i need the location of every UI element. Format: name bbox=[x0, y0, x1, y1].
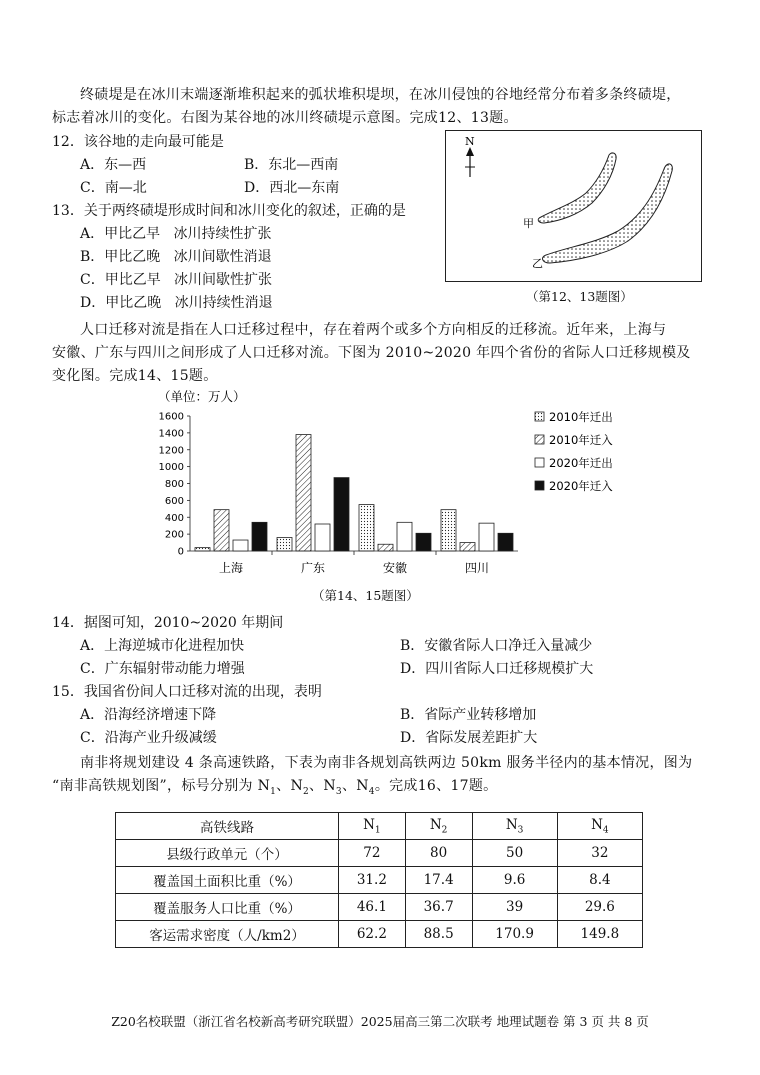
table-cell: 36.7 bbox=[405, 894, 472, 921]
intro-paragraph-3: 南非将规划建设 4 条高速铁路，下表为南非各规划高铁两边 50km 服务半径内的基本情况，图为 “南非高铁规划图”，标号分别为 $N_1$、$N_2$、$N_3$、$N_4$。完成16、17题。 bbox=[52, 755, 693, 797]
x-tick-label: 四川 bbox=[464, 561, 490, 575]
moraine-map bbox=[445, 130, 702, 282]
label-jia: 甲 bbox=[523, 217, 534, 230]
table-cell: 62.2 bbox=[339, 921, 406, 948]
question-12-stem: 12．该谷地的走向最可能是 bbox=[52, 134, 224, 150]
legend-label: 2020年迁入 bbox=[549, 479, 613, 493]
table-cell: 50 bbox=[472, 840, 557, 867]
table-cell: 县级行政单元（个） bbox=[116, 840, 339, 867]
north-arrow-icon bbox=[465, 147, 475, 177]
y-tick-label: 1400 bbox=[158, 428, 184, 440]
q12-option-c[interactable]: C．南—北 bbox=[80, 180, 147, 196]
table-cell: 客运需求密度（人/km2） bbox=[116, 921, 339, 948]
legend-label: 2010年迁出 bbox=[549, 410, 613, 424]
table-cell: 72 bbox=[339, 840, 406, 867]
moraine-map-svg bbox=[446, 131, 701, 281]
q15-option-d[interactable]: D．省际发展差距扩大 bbox=[400, 730, 538, 746]
legend-swatch bbox=[535, 458, 544, 467]
table-cell: 32 bbox=[557, 840, 642, 867]
table-cell: 8.4 bbox=[557, 867, 642, 894]
y-tick-label: 1000 bbox=[158, 462, 184, 474]
bar-1-2 bbox=[378, 544, 393, 551]
bar-2-0 bbox=[233, 540, 248, 551]
bar-2-3 bbox=[479, 523, 494, 551]
bar-0-1 bbox=[277, 538, 292, 552]
migration-chart-svg bbox=[150, 388, 620, 583]
y-tick-label: 800 bbox=[164, 479, 184, 490]
intro-paragraph-1: 终碛堤是在冰川末端逐渐堆积起来的弧状堆积堤坝，在冰川侵蚀的谷地经常分布着多条终碛堤， 标志着冰川的变化。右图为某谷地的冰川终碛堤示意图。完成12、13题。 bbox=[52, 87, 681, 126]
bar-1-3 bbox=[460, 543, 475, 551]
question-14-stem: 14．据图可知，2010~2020 年期间 bbox=[52, 615, 284, 631]
table-row bbox=[116, 921, 643, 948]
y-tick-label: 600 bbox=[164, 495, 184, 507]
table-cell: 覆盖国土面积比重（%） bbox=[116, 867, 339, 894]
bar-0-2 bbox=[359, 505, 374, 551]
table-header-cell: $N_2$ bbox=[405, 813, 472, 840]
legend-swatch bbox=[535, 481, 544, 490]
table-row bbox=[116, 840, 643, 867]
bar-1-1 bbox=[296, 435, 311, 551]
bar-0-0 bbox=[195, 548, 210, 551]
table-cell: 覆盖服务人口比重（%） bbox=[116, 894, 339, 921]
x-tick-label: 广东 bbox=[300, 561, 326, 575]
table-header-cell: $N_3$ bbox=[472, 813, 557, 840]
table-cell: 88.5 bbox=[405, 921, 472, 948]
q13-option-c[interactable]: C．甲比乙早 冰川间歇性扩张 bbox=[80, 272, 273, 288]
bar-2-1 bbox=[315, 524, 330, 551]
y-tick-label: 400 bbox=[164, 512, 184, 524]
table-header-cell: $N_1$ bbox=[339, 813, 406, 840]
chart-caption: （第14、15题图） bbox=[312, 588, 419, 603]
y-tick-label: 0 bbox=[177, 546, 184, 558]
bar-3-3 bbox=[498, 533, 513, 551]
table-header-row bbox=[116, 813, 643, 840]
q14-option-d[interactable]: D．四川省际人口迁移规模扩大 bbox=[400, 661, 594, 677]
table-cell: 80 bbox=[405, 840, 472, 867]
table-cell: 31.2 bbox=[339, 867, 406, 894]
q13-option-d[interactable]: D．甲比乙晚 冰川持续性消退 bbox=[80, 295, 273, 311]
q15-option-b[interactable]: B．省际产业转移增加 bbox=[400, 707, 537, 723]
y-tick-label: 200 bbox=[164, 529, 184, 541]
page-footer: Z20名校联盟（浙江省名校新高考研究联盟）2025届高三第二次联考 地理试题卷 第 3 页 共 8 页 bbox=[111, 1014, 649, 1029]
legend-label: 2020年迁出 bbox=[549, 456, 613, 470]
table-row bbox=[116, 894, 643, 921]
q13-option-b[interactable]: B．甲比乙晚 冰川间歇性消退 bbox=[80, 249, 272, 265]
x-tick-label: 上海 bbox=[218, 561, 244, 575]
q15-option-c[interactable]: C．沿海产业升级减缓 bbox=[80, 730, 217, 746]
bar-2-2 bbox=[397, 522, 412, 551]
table-row bbox=[116, 867, 643, 894]
q12-option-a[interactable]: A．东—西 bbox=[80, 157, 147, 173]
table-cell: 149.8 bbox=[557, 921, 642, 948]
table-header-cell: 高铁线路 bbox=[116, 813, 339, 840]
legend-swatch bbox=[535, 412, 544, 421]
table-cell: 17.4 bbox=[405, 867, 472, 894]
bar-3-0 bbox=[252, 522, 267, 551]
moraine-jia bbox=[538, 153, 616, 223]
q14-option-c[interactable]: C．广东辐射带动能力增强 bbox=[80, 661, 245, 677]
y-tick-label: 1600 bbox=[158, 411, 184, 423]
bar-3-2 bbox=[416, 533, 431, 551]
question-15-stem: 15．我国省份间人口迁移对流的出现，表明 bbox=[52, 684, 322, 700]
bar-3-1 bbox=[334, 478, 349, 551]
intro-paragraph-2: 人口迁移对流是指在人口迁移过程中，存在着两个或多个方向相反的迁移流。近年来，上海与 安徽、广东与四川之间形成了人口迁移对流。下图为 2010~2020 年四个省份的省际人口迁移规模及 变化图。完成14、15题。 bbox=[52, 322, 691, 384]
map-caption: （第12、13题图） bbox=[526, 289, 633, 304]
q15-option-a[interactable]: A．沿海经济增速下降 bbox=[80, 707, 217, 723]
legend-label: 2010年迁入 bbox=[549, 433, 613, 447]
railway-info-table bbox=[115, 812, 643, 948]
bar-1-0 bbox=[214, 510, 229, 551]
label-yi: 乙 bbox=[532, 257, 543, 270]
q12-option-d[interactable]: D．西北—东南 bbox=[244, 180, 340, 196]
table-header-cell: $N_4$ bbox=[557, 813, 642, 840]
table-cell: 29.6 bbox=[557, 894, 642, 921]
table-cell: 46.1 bbox=[339, 894, 406, 921]
chart-unit-label: （单位：万人） bbox=[158, 389, 246, 404]
table-cell: 9.6 bbox=[472, 867, 557, 894]
north-label: N bbox=[465, 135, 475, 148]
table-cell: 39 bbox=[472, 894, 557, 921]
q14-option-a[interactable]: A．上海逆城市化进程加快 bbox=[80, 638, 245, 654]
migration-chart bbox=[150, 388, 620, 583]
x-tick-label: 安徽 bbox=[382, 561, 408, 575]
q13-option-a[interactable]: A．甲比乙早 冰川持续性扩张 bbox=[80, 226, 272, 242]
legend-swatch bbox=[535, 435, 544, 444]
question-13-stem: 13．关于两终碛堤形成时间和冰川变化的叙述，正确的是 bbox=[52, 203, 406, 219]
q14-option-b[interactable]: B．安徽省际人口净迁入量减少 bbox=[400, 638, 593, 654]
q12-option-b[interactable]: B．东北—西南 bbox=[244, 157, 339, 173]
y-tick-label: 1200 bbox=[158, 445, 184, 457]
bar-0-3 bbox=[441, 510, 456, 551]
table-cell: 170.9 bbox=[472, 921, 557, 948]
